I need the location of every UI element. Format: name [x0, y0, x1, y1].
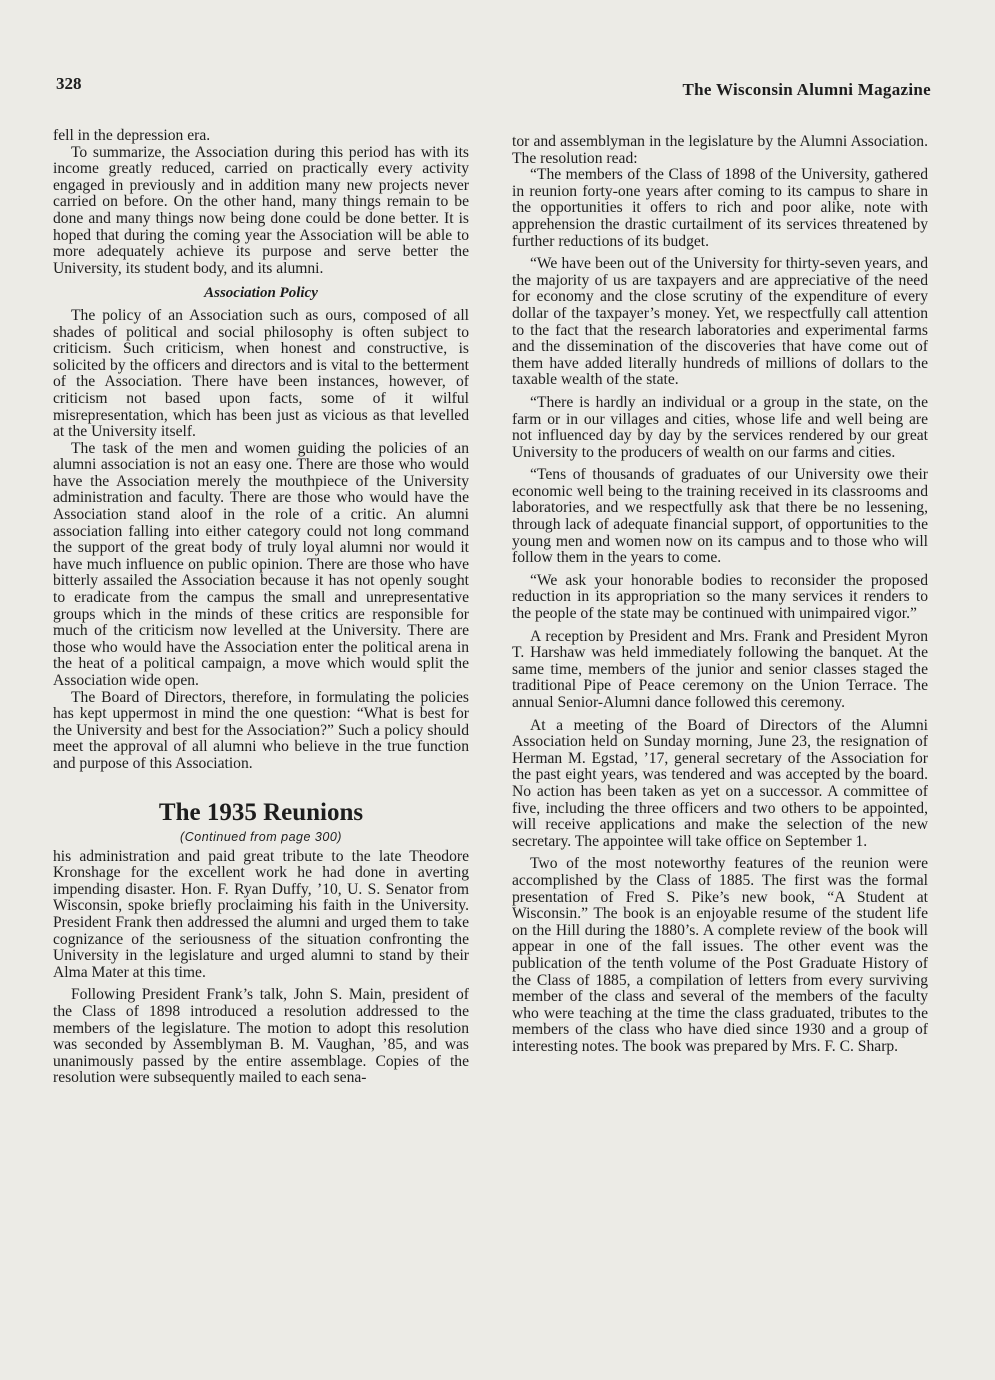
paragraph: The Board of Directors, therefore, in formulating the policies has kept uppermost in mind the one question: “What is best for the University and best for the Association?” Such a policy should meet the approval of all alumni who believe in the true function and purpose of this Association.	[53, 688, 469, 772]
paragraph: At a meeting of the Board of Directors of the Alumni Association held on Sunday morning, June 23, the resignation of Herman M. Egstad, ’17, general secretary of the Association for the past eight years, was tendered and was accepted by the board. No action has been taken as yet on a successor. A committee of five, including the three officers and two others to be appointed, will receive applications and make the selection of the new secretary. The appointee will take office on September 1.	[512, 716, 928, 850]
paragraph: A reception by President and Mrs. Frank and President Myron T. Harshaw was held immediately following the banquet. At the same time, members of the junior and senior classes staged the traditional Pipe of Peace ceremony on the Union Terrace. The annual Senior-Alumni dance followed this ceremony.	[512, 627, 928, 711]
paragraph: “We ask your honorable bodies to reconsider the proposed reduction in its appropriation so the many services it renders to the people of the state may be continued with unimpaired vigor.”	[512, 571, 928, 623]
paragraph: fell in the depression era.	[53, 127, 211, 144]
paragraph: tor and assemblyman in the legislature by the Alumni Association. The resolution read:	[512, 133, 928, 167]
paragraph: his administration and paid great tribute to the late Theodore Kronshage for the excellent work he had done in averting impending disaster. Hon. F. Ryan Duffy, ’10, U. S. Senator from Wisconsin, spoke briefly proclaiming his faith in the University. President Frank then addressed the alumni and urged them to take cognizance of the seriousness of the situation confronting the University in the legislature and urged alumni to stand by their Alma Mater at this time.	[53, 847, 469, 981]
paragraph: Two of the most noteworthy features of the reunion were accomplished by the Class of 1885. The first was the formal presentation of Fred S. Pike’s new book, “A Student at Wisconsin.” The book is an enjoyable resume of the student life on the Hill during the 1880’s. A complete review of the book will appear in one of the fall issues. The other event was the publication of the tenth volume of the Post Graduate History of the Class of 1885, a compilation of letters from every surviving member of the class and several of the members of the faculty who were teaching at the time the class graduated, tributes to the members of the class who have died since 1930 and a group of interesting notes. The book was prepared by Mrs. F. C. Sharp.	[512, 855, 928, 1055]
right-column	[512, 134, 928, 1055]
paragraph: “There is hardly an individual or a group in the state, on the farm or in our villages and cities, whose life and well being are not influenced day by day by the services rendered by our great University to the producers of wealth on our farms and cities.	[512, 393, 928, 461]
paragraph: “The members of the Class of 1898 of the University, gathered in reunion forty-one years after coming to its campus to share in the opportunities it offers to rich and poor alike, note with apprehension the drastic curtailment of its services threatened by further reductions of its budget.	[512, 166, 928, 250]
paragraph: “We have been out of the University for thirty-seven years, and the majority of us are taxpayers and are appreciative of the need for economy and the close scrutiny of the expenditure of every dollar of the taxpayer’s money. Yet, we respectfully call attention to the fact that the research laboratories and experimental farms and the dissemination of the discoveries that have come out of them have added literally hundreds of millions of dollars to the taxable wealth of the state.	[512, 255, 928, 389]
article-title: The 1935 Reunions	[158, 798, 364, 826]
paragraph: Following President Frank’s talk, John S. Main, president of the Class of 1898 introduced a resolution addressed to the members of the legislature. The motion to adopt this resolution was seconded by Assemblyman B. M. Vaughan, ’85, and was unanimously passed by the entire assemblage. Copies of the resolution were subsequently mailed to each sena-	[53, 986, 469, 1087]
left-column	[53, 128, 469, 1087]
paragraph: “Tens of thousands of graduates of our University owe their economic well being to the training received in its classrooms and laboratories, and we respectfully ask that there be no lessening, through lack of adequate financial support, of opportunities to the young men and women now on its campus and to those who will follow them in the years to come.	[512, 466, 928, 567]
paragraph: To summarize, the Association during this period has with its income greatly reduced, carried on practically every activity engaged in previously and in addition many new projects never carried on before. On the other hand, many things remain to be done and many things now being done could be done better. It is hoped that during the coming year the Association will be able to more adequately achieve its purpose and serve better the University, its student body, and its alumni.	[53, 143, 469, 277]
page-number: 328	[56, 74, 82, 93]
paragraph: The policy of an Association such as ours, composed of all shades of political and social philosophy is often subject to criticism. Such criticism, when honest and constructive, is solicited by the officers and directors and is vital to the betterment of the Association. There have been instances, however, of criticism not based upon facts, some of it wilful misrepresentation, which has been just as vicious as that levelled at the University itself.	[53, 306, 469, 441]
section-subheading: Association Policy	[204, 285, 318, 302]
paragraph: The task of the men and women guiding the policies of an alumni association is not an easy one. There are those who would have the Association merely the mouthpiece of the University administration and faculty. There are those who would have the Association stand aloof in the role of a critic. An alumni association falling into either category could not long command the support of the great body of truly loyal alumni nor would it have much influence on public opinion. There are those who have bitterly assailed the Association because it has not openly sought to eradicate from the campus the small and unrepresentative groups which in the minds of these critics are responsible for much of the criticism now levelled at the University. There are those who would have the Association enter the political arena in the heat of a political campaign, a move which would split the Association wide open.	[53, 439, 469, 689]
page-header	[56, 74, 931, 104]
continued-note: (Continued from page 300)	[180, 829, 342, 844]
running-title: The Wisconsin Alumni Magazine	[682, 80, 931, 99]
